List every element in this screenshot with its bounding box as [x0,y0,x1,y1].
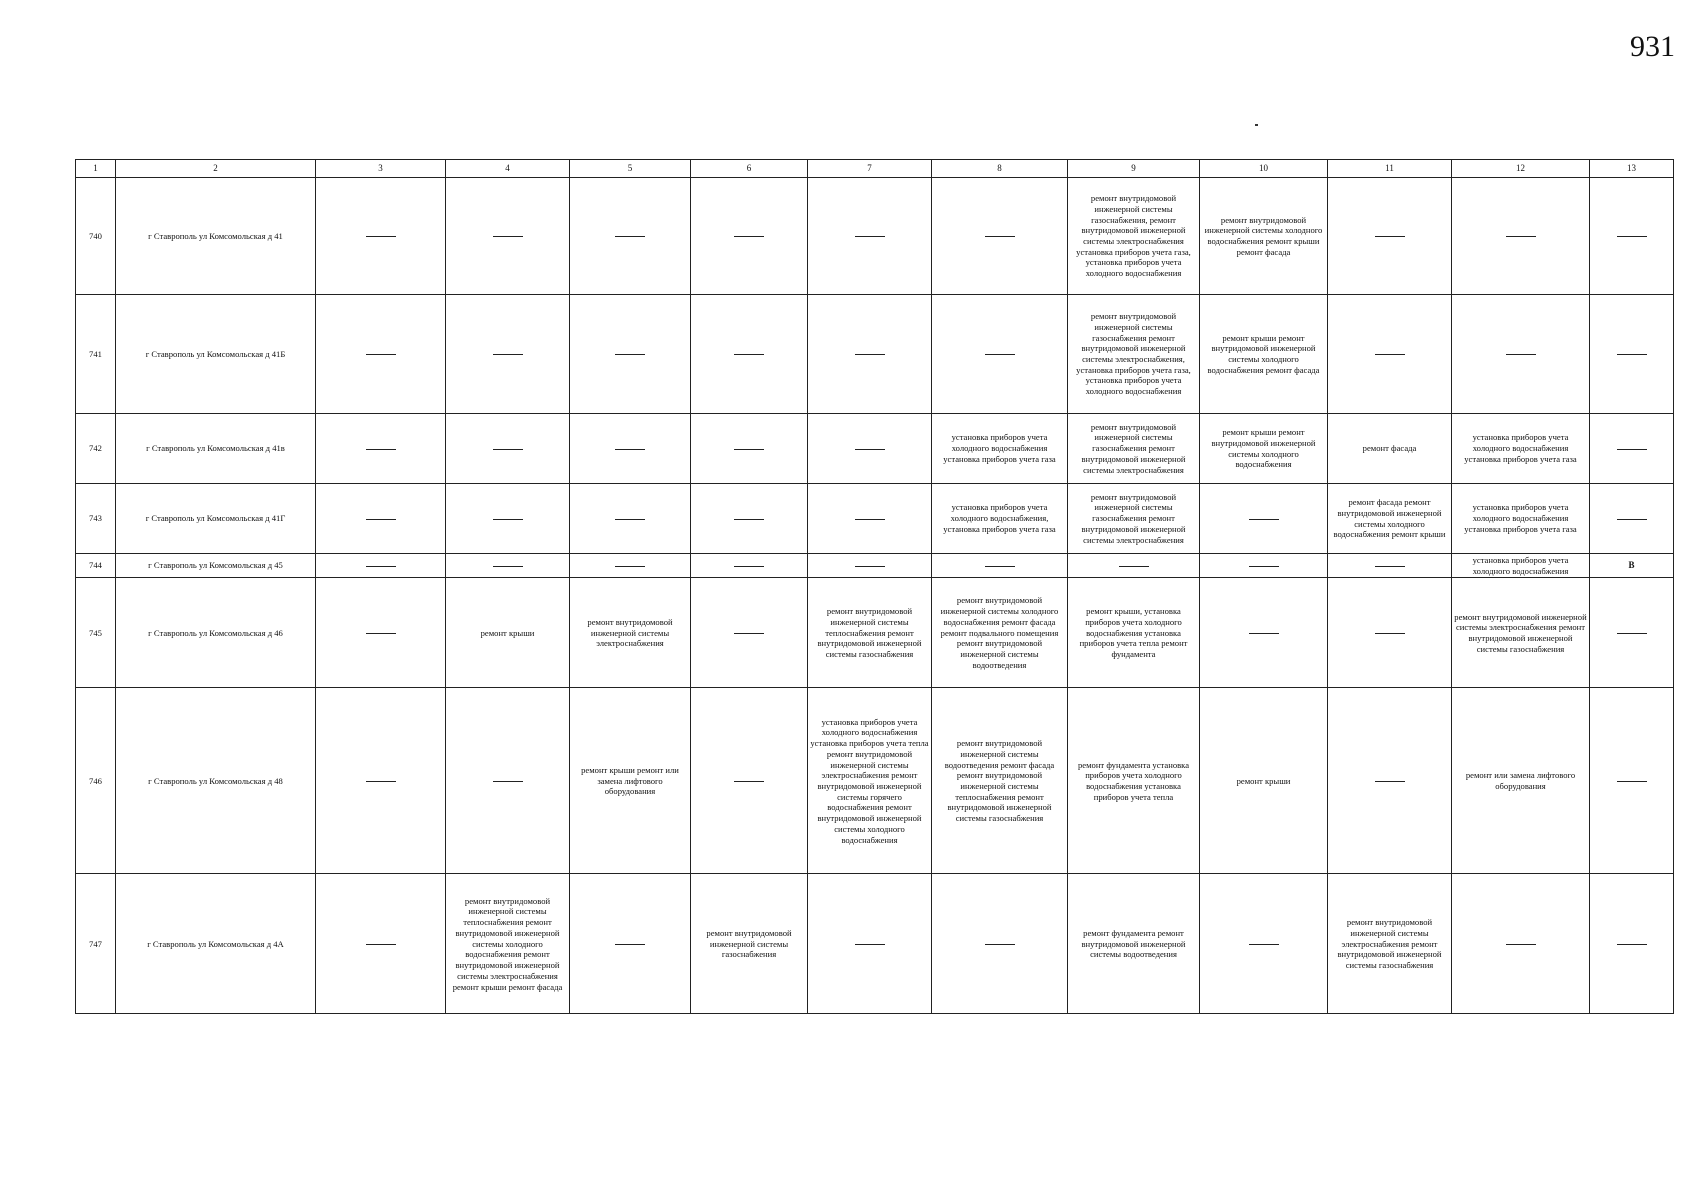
dash-line [1506,354,1536,355]
table-row [76,484,1674,554]
work-description: ремонт фасада [1362,443,1417,454]
empty-dash-cell [316,178,446,295]
work-description: ремонт внутридомовой инженерной системы холодного водоснабжения ремонт фасада ремонт подвального помещения ремонт внутридомовой инженерной системы водоотведения [940,595,1059,670]
empty-dash-cell [932,874,1068,1014]
work-description-cell [1068,578,1200,688]
work-description: ремонт фундамента ремонт внутридомовой инженерной системы водоотведения [1081,927,1186,960]
work-description: ремонт внутридомовой инженерной системы газоснабжения, ремонт внутридомовой инженерной системы электроснабжения установка приборов учета газа, установка приборов учета холодного водоснабжения [1076,193,1191,279]
dash-line [734,354,764,355]
stray-mark [1255,124,1258,126]
work-description-cell [932,484,1068,554]
work-description: ремонт крыши [1236,775,1291,786]
table-row [76,414,1674,484]
empty-dash-cell [570,295,691,414]
work-description-cell [1452,554,1590,578]
work-description-cell [1328,484,1452,554]
work-description-cell [1068,484,1200,554]
dash-line [855,566,885,567]
empty-dash-cell [570,484,691,554]
dash-line [1119,566,1149,567]
empty-dash-cell [570,414,691,484]
table-row [76,295,1674,414]
dash-line [1375,236,1405,237]
empty-dash-cell [316,688,446,874]
work-description: ремонт крыши ремонт внутридомовой инженерной системы холодного водоснабжения ремонт фасада [1207,332,1320,375]
work-description: установка приборов учета холодного водоснабжения, установка приборов учета газа [943,502,1056,534]
empty-dash-cell [446,554,570,578]
repair-register-table [75,159,1674,1014]
dash-line [1506,236,1536,237]
empty-dash-cell [446,295,570,414]
work-description: установка приборов учета холодного водоснабжения установка приборов учета газа [943,432,1056,464]
empty-dash-cell [1200,874,1328,1014]
dash-line [855,449,885,450]
work-description: ремонт внутридомовой инженерной системы электроснабжения ремонт внутридомовой инженерной системы газоснабжения [1454,611,1587,654]
work-description-cell [446,578,570,688]
empty-dash-cell [808,874,932,1014]
dash-line [366,449,396,450]
dash-line [1375,566,1405,567]
column-header-5: 5 [570,160,691,178]
address-cell: г Ставрополь ул Комсомольская д 41Б [116,295,316,414]
dash-line [855,354,885,355]
dash-line [615,354,645,355]
dash-line [1506,944,1536,945]
work-description: ремонт крыши, установка приборов учета холодного водоснабжения установка приборов учета тепла ремонт фундамента [1079,606,1188,660]
column-header-10: 10 [1200,160,1328,178]
work-description: ремонт крыши ремонт внутридомовой инженерной системы холодного водоснабжения [1211,427,1316,470]
empty-dash-cell [1200,578,1328,688]
dash-line [366,633,396,634]
work-description: ремонт внутридомовой инженерной системы газоснабжения ремонт внутридомовой инженерной системы электроснабжения [1081,421,1186,475]
work-description: установка приборов учета холодного водоснабжения установка приборов учета газа [1464,432,1577,464]
empty-dash-cell [691,554,808,578]
dash-line [615,944,645,945]
dash-line [1249,566,1279,567]
row-number: 740 [76,178,116,295]
empty-dash-cell [316,295,446,414]
work-description-cell [1452,578,1590,688]
work-description: ремонт внутридомовой инженерной системы газоснабжения ремонт внутридомовой инженерной системы электроснабжения, установка приборов учета газа, установка приборов учета холодного водоснабжения [1076,311,1191,397]
empty-dash-cell [932,295,1068,414]
empty-dash-cell [1590,578,1674,688]
empty-dash-cell [1590,178,1674,295]
dash-line [734,236,764,237]
work-description-cell [932,578,1068,688]
work-description-cell [1452,484,1590,554]
empty-dash-cell [1452,178,1590,295]
work-description: ремонт фундамента установка приборов учета холодного водоснабжения установка приборов учета тепла [1077,759,1190,802]
empty-dash-cell [1328,295,1452,414]
dash-line [366,519,396,520]
work-description-cell [1068,295,1200,414]
empty-dash-cell [1328,688,1452,874]
dash-line [493,236,523,237]
work-description-cell [1328,414,1452,484]
work-description-cell [932,688,1068,874]
dash-line [1249,633,1279,634]
row-number: 743 [76,484,116,554]
dash-line [615,236,645,237]
empty-dash-cell [1590,414,1674,484]
dash-line [1617,236,1647,237]
empty-dash-cell [570,178,691,295]
empty-dash-cell [691,295,808,414]
dash-line [615,566,645,567]
empty-dash-cell [446,178,570,295]
column-header-11: 11 [1328,160,1452,178]
work-description: ремонт внутридомовой инженерной системы газоснабжения [706,927,792,960]
empty-dash-cell [316,414,446,484]
dash-line [1375,633,1405,634]
work-description-cell [932,414,1068,484]
dash-line [734,449,764,450]
work-description-cell [808,578,932,688]
work-description-cell [1328,874,1452,1014]
table-row [76,178,1674,295]
table-row [76,688,1674,874]
empty-dash-cell [691,688,808,874]
dash-line [1617,519,1647,520]
empty-dash-cell [932,554,1068,578]
dash-line [1249,519,1279,520]
empty-dash-cell [316,484,446,554]
address-cell: г Ставрополь ул Комсомольская д 48 [116,688,316,874]
work-description-cell [1452,414,1590,484]
dash-line [734,566,764,567]
dash-line [366,781,396,782]
work-description-cell [1200,178,1328,295]
empty-dash-cell [570,874,691,1014]
empty-dash-cell [1590,688,1674,874]
empty-dash-cell [1328,554,1452,578]
column-header-6: 6 [691,160,808,178]
empty-dash-cell [1590,295,1674,414]
address-cell: г Ставрополь ул Комсомольская д 45 [116,554,316,578]
empty-dash-cell [1200,484,1328,554]
address-cell: г Ставрополь ул Комсомольская д 41Г [116,484,316,554]
dash-line [493,354,523,355]
dash-line [734,781,764,782]
work-description: ремонт или замена лифтового оборудования [1465,770,1576,791]
work-description-cell [570,578,691,688]
page-number: 931 [1630,30,1675,63]
empty-dash-cell [808,554,932,578]
work-description-cell [446,874,570,1014]
empty-dash-cell [446,414,570,484]
empty-dash-cell [1590,484,1674,554]
empty-dash-cell [691,484,808,554]
empty-dash-cell [691,414,808,484]
dash-line [366,566,396,567]
column-header-3: 3 [316,160,446,178]
work-description-cell [1068,874,1200,1014]
dash-line [366,236,396,237]
row-number: 742 [76,414,116,484]
empty-dash-cell [1452,874,1590,1014]
work-description-cell [1200,295,1328,414]
address-cell: г Ставрополь ул Комсомольская д 46 [116,578,316,688]
work-description-cell [808,688,932,874]
work-description-cell [1068,178,1200,295]
column-number-row [76,160,1674,178]
address-cell: г Ставрополь ул Комсомольская д 41 [116,178,316,295]
empty-dash-cell [808,484,932,554]
work-description-cell [1452,688,1590,874]
empty-dash-cell [932,178,1068,295]
work-description-cell [1200,414,1328,484]
work-description: ремонт внутридомовой инженерной системы газоснабжения ремонт внутридомовой инженерной системы электроснабжения [1081,491,1186,545]
dash-line [985,354,1015,355]
column-header-7: 7 [808,160,932,178]
dash-line [985,566,1015,567]
category-mark: В [1628,560,1635,571]
work-description: ремонт крыши ремонт или замена лифтового оборудования [581,764,679,797]
dash-line [855,236,885,237]
column-header-4: 4 [446,160,570,178]
column-header-2: 2 [116,160,316,178]
table-row [76,874,1674,1014]
row-number: 747 [76,874,116,1014]
empty-dash-cell [1200,554,1328,578]
address-cell: г Ставрополь ул Комсомольская д 41в [116,414,316,484]
row-number: 746 [76,688,116,874]
empty-dash-cell [1590,874,1674,1014]
address-cell: г Ставрополь ул Комсомольская д 4А [116,874,316,1014]
empty-dash-cell [691,578,808,688]
dash-line [855,944,885,945]
column-header-1: 1 [76,160,116,178]
work-description: ремонт внутридомовой инженерной системы холодного водоснабжения ремонт крыши ремонт фасада [1204,214,1323,257]
dash-line [1617,781,1647,782]
work-description: ремонт внутридомовой инженерной системы электроснабжения [587,616,673,649]
empty-dash-cell [316,554,446,578]
table-row [76,578,1674,688]
dash-line [366,944,396,945]
empty-dash-cell [1328,178,1452,295]
dash-line [615,449,645,450]
dash-line [1249,944,1279,945]
work-description: установка приборов учета холодного водоснабжения установка приборов учета газа [1464,502,1577,534]
dash-line [734,633,764,634]
empty-dash-cell [446,688,570,874]
work-description-cell [1068,414,1200,484]
work-description: ремонт внутридомовой инженерной системы водоотведения ремонт фасада ремонт внутридомовой инженерной системы теплоснабжения ремонт внутридомовой инженерной системы газоснабжения [944,738,1055,824]
column-header-12: 12 [1452,160,1590,178]
dash-line [493,566,523,567]
dash-line [366,354,396,355]
row-number: 745 [76,578,116,688]
empty-dash-cell [1452,295,1590,414]
empty-dash-cell [316,578,446,688]
work-description: ремонт внутридомовой инженерной системы теплоснабжения ремонт внутридомовой инженерной системы холодного водоснабжения ремонт внутридомовой инженерной системы электроснабжения ремонт крыши ремонт фасада [452,895,563,992]
work-description: ремонт внутридомовой инженерной системы теплоснабжения ремонт внутридомовой инженерной системы газоснабжения [817,606,922,660]
empty-dash-cell [570,554,691,578]
empty-dash-cell [691,178,808,295]
dash-line [493,781,523,782]
empty-dash-cell [1068,554,1200,578]
work-description: установка приборов учета холодного водоснабжения [1472,555,1569,576]
work-description-cell [570,688,691,874]
dash-line [855,519,885,520]
row-number: 741 [76,295,116,414]
work-description-cell [1068,688,1200,874]
dash-line [493,519,523,520]
row-number: 744 [76,554,116,578]
work-description: установка приборов учета холодного водоснабжения установка приборов учета тепла ремонт внутридомовой инженерной системы электроснабжения ремонт внутридомовой инженерной системы горячего водоснабжения ремонт внутридомовой инженерной системы холодного водоснабжения [810,716,929,845]
empty-dash-cell [808,414,932,484]
empty-dash-cell [808,178,932,295]
column-header-8: 8 [932,160,1068,178]
work-description: ремонт внутридомовой инженерной системы электроснабжения ремонт внутридомовой инженерной системы газоснабжения [1337,917,1442,971]
dash-line [493,449,523,450]
work-description-cell [1590,554,1674,578]
dash-line [1617,449,1647,450]
table-body [76,178,1674,1014]
work-description: ремонт крыши [480,627,535,638]
column-header-13: 13 [1590,160,1674,178]
work-description-cell [1200,688,1328,874]
dash-line [1375,781,1405,782]
dash-line [615,519,645,520]
dash-line [1617,944,1647,945]
table-row [76,554,1674,578]
dash-line [1617,633,1647,634]
empty-dash-cell [446,484,570,554]
dash-line [985,944,1015,945]
dash-line [985,236,1015,237]
work-description: ремонт фасада ремонт внутридомовой инженерной системы холодного водоснабжения ремонт крыши [1333,497,1446,540]
empty-dash-cell [1328,578,1452,688]
dash-line [734,519,764,520]
empty-dash-cell [316,874,446,1014]
empty-dash-cell [808,295,932,414]
dash-line [1375,354,1405,355]
dash-line [1617,354,1647,355]
column-header-9: 9 [1068,160,1200,178]
work-description-cell [691,874,808,1014]
